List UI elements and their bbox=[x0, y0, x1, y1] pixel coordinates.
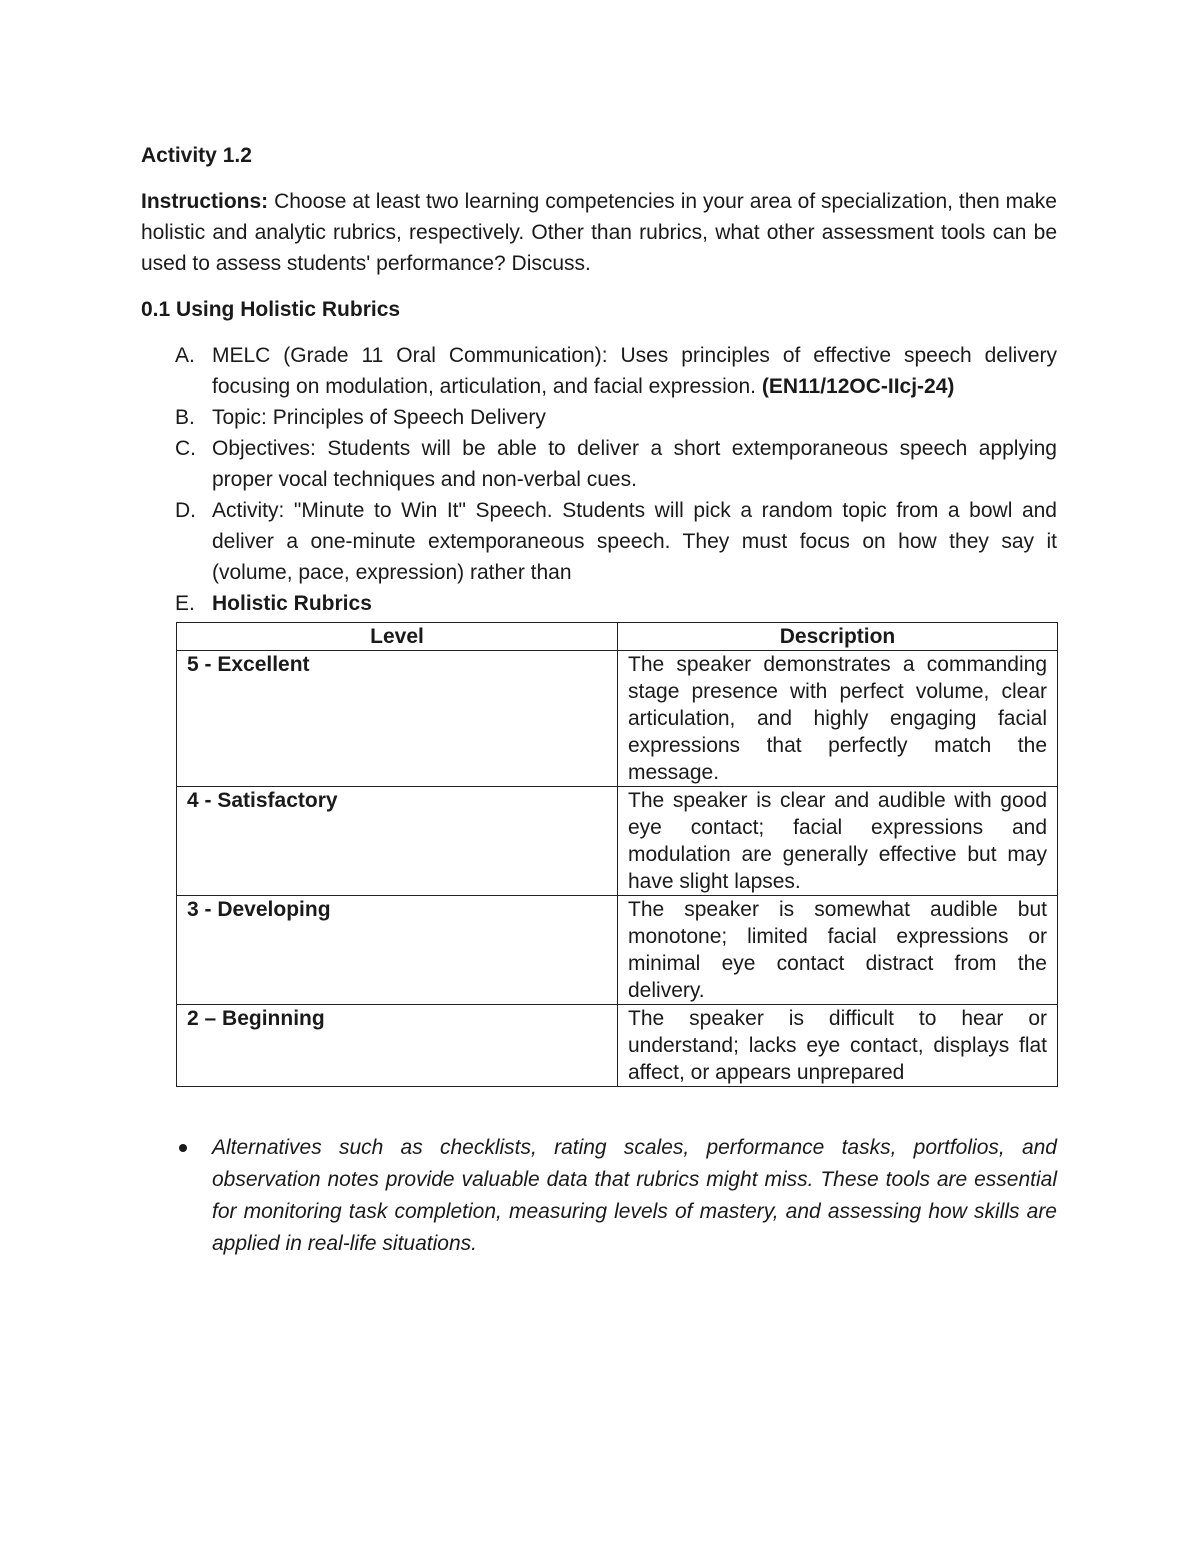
alternatives-note-text: Alternatives such as checklists, rating scales, performance tasks, portfolios, and observation notes provide valuable data that rubrics might miss. These tools are essential for monitoring task completion, measuring levels of mastery, and assessing how skills are applied in real-life situations. bbox=[212, 1136, 1057, 1255]
list-marker: D. bbox=[175, 499, 196, 522]
lettered-list bbox=[141, 340, 1057, 619]
list-item-text: Objectives: Students will be able to deliver a short extemporaneous speech applying proper vocal techniques and non-verbal cues. bbox=[212, 437, 1057, 491]
description-cell: The speaker is clear and audible with good eye contact; facial expressions and modulation are generally effective but may have slight lapses. bbox=[618, 787, 1058, 896]
list-marker: C. bbox=[175, 437, 196, 460]
list-marker: A. bbox=[175, 344, 195, 367]
document-page bbox=[141, 140, 1057, 1260]
list-item-text: MELC (Grade 11 Oral Communication): Uses principles of effective speech delivery focusing on modulation, articulation, and facial expression. bbox=[212, 344, 1057, 398]
instructions-text: Choose at least two learning competencies in your area of specialization, then make holistic and analytic rubrics, respectively. Other than rubrics, what other assessment tools can be used to assess students' performance? Discuss. bbox=[141, 190, 1057, 275]
level-cell: 5 - Excellent bbox=[177, 651, 618, 787]
list-item bbox=[141, 588, 1057, 619]
section-title: 0.1 Using Holistic Rubrics bbox=[141, 298, 401, 321]
table-row bbox=[177, 787, 1058, 896]
table-row bbox=[177, 651, 1058, 787]
list-marker: E. bbox=[175, 592, 195, 615]
table-header-row bbox=[177, 623, 1058, 651]
list-marker: B. bbox=[175, 406, 195, 429]
bullet-icon bbox=[179, 1144, 187, 1152]
holistic-rubric-table bbox=[176, 622, 1058, 1087]
instructions-label: Instructions: bbox=[141, 190, 269, 213]
list-item-text: Topic: Principles of Speech Delivery bbox=[212, 406, 546, 429]
description-cell: The speaker is difficult to hear or understand; lacks eye contact, displays flat affect, or appears unprepared bbox=[618, 1005, 1058, 1087]
list-item bbox=[141, 433, 1057, 495]
list-item bbox=[141, 402, 1057, 433]
level-cell: 4 - Satisfactory bbox=[177, 787, 618, 896]
competency-code: (EN11/12OC-IIcj-24) bbox=[761, 375, 955, 398]
column-header-level: Level bbox=[177, 623, 618, 651]
description-cell: The speaker demonstrates a commanding stage presence with perfect volume, clear articulation, and highly engaging facial expressions that perfectly match the message. bbox=[618, 651, 1058, 787]
alternatives-note bbox=[141, 1132, 1057, 1260]
list-item-text: Activity: "Minute to Win It" Speech. Students will pick a random topic from a bowl and deliver a one-minute extemporaneous speech. They must focus on how they say it (volume, pace, expression) rather than bbox=[212, 499, 1057, 584]
column-header-description: Description bbox=[618, 623, 1058, 651]
table-row bbox=[177, 896, 1058, 1005]
description-cell: The speaker is somewhat audible but monotone; limited facial expressions or minimal eye contact distract from the delivery. bbox=[618, 896, 1058, 1005]
list-item-text: Holistic Rubrics bbox=[212, 592, 372, 615]
instructions-paragraph bbox=[141, 186, 1057, 279]
table-row bbox=[177, 1005, 1058, 1087]
list-item bbox=[141, 495, 1057, 588]
list-item bbox=[141, 340, 1057, 402]
level-cell: 3 - Developing bbox=[177, 896, 618, 1005]
activity-title: Activity 1.2 bbox=[141, 144, 252, 167]
level-cell: 2 – Beginning bbox=[177, 1005, 618, 1087]
